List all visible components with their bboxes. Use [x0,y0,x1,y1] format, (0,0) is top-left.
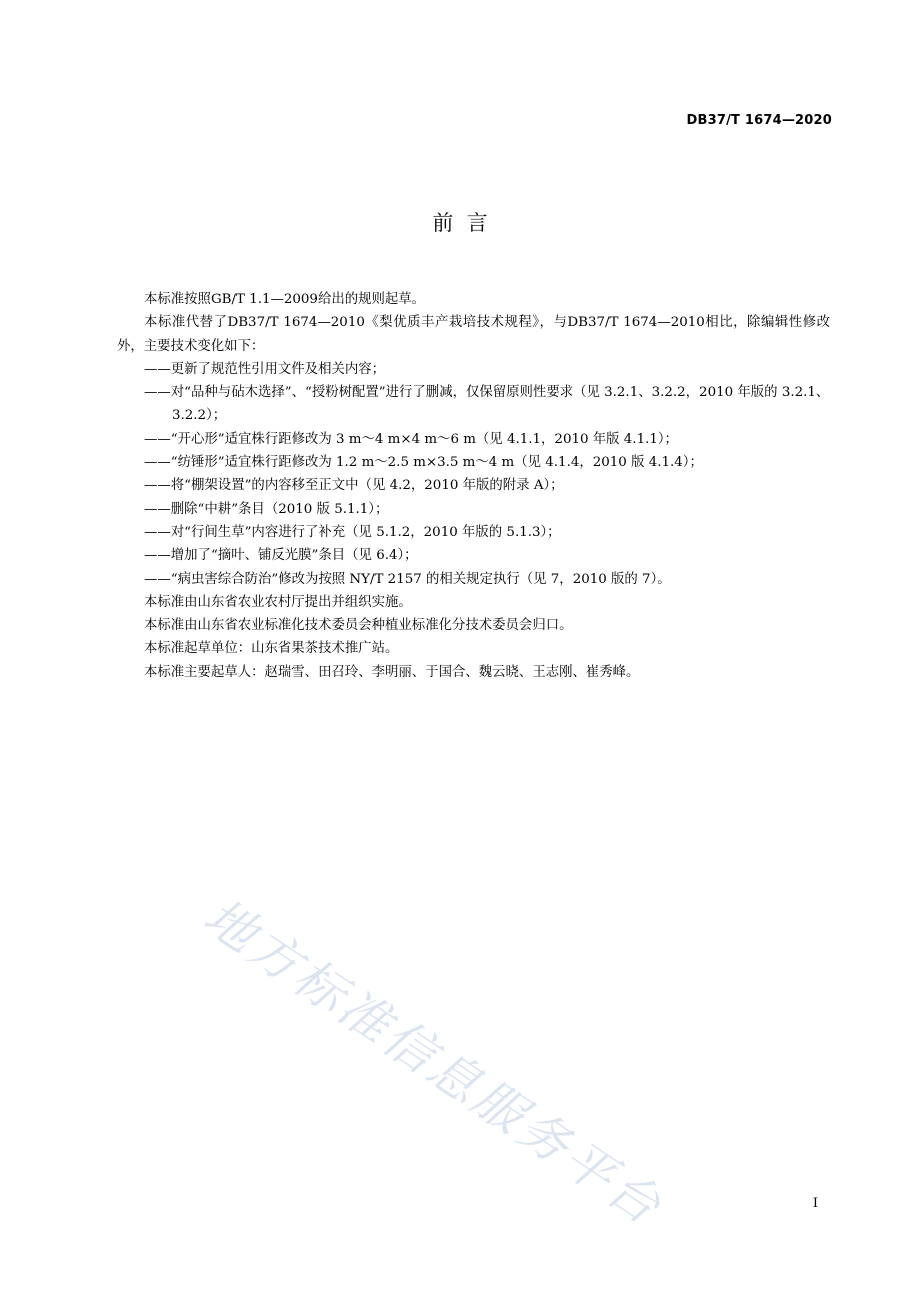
paragraph-committee: 本标准由山东省农业标准化技术委员会种植业标准化分技术委员会归口。 [144,618,573,634]
document-code: DB37/T 1674—2020 [686,113,832,128]
change-item: ——增加了“摘叶、铺反光膜”条目（见 6.4）； [144,548,418,564]
change-item: ——对“品种与砧木选择”、“授粉树配置”进行了删减，仅保留原则性要求（见 3.2.1、3.2.2，2010 年版的 3.2.1、3.2.2）； [144,385,830,424]
page-title: 前 言 [432,211,488,235]
change-item: ——“纺锤形”适宜株行距修改为 1.2 m～2.5 m×3.5 m～4 m（见 4.1.4，2010 版 4.1.4）； [144,455,703,471]
paragraph-proposer: 本标准由山东省农业农村厅提出并组织实施。 [144,594,412,610]
paragraph-drafters: 本标准主要起草人：赵瑞雪、田召玲、李明丽、于国合、魏云晓、王志刚、崔秀峰。 [144,664,640,680]
paragraph-drafting-rules: 本标准按照GB/T 1.1—2009给出的规则起草。 [144,292,426,307]
change-item: ——删除“中耕”条目（2010 版 5.1.1）； [144,501,389,517]
watermark-text: 地方标准信息服务平台 [193,887,674,1238]
change-item: ——“开心形”适宜株行距修改为 3 m～4 m×4 m～6 m（见 4.1.1，2010 年版 4.1.1）； [144,431,678,447]
change-item: ——“病虫害综合防治”修改为按照 NY/T 2157 的相关规定执行（见 7，2010 版的 7）。 [144,571,671,587]
paragraph-drafting-unit: 本标准起草单位：山东省果茶技术推广站。 [144,641,399,657]
paragraph-replacement: 本标准代替了DB37/T 1674—2010《梨优质丰产栽培技术规程》，与DB37/T 1674—2010相比，除编辑性修改外，主要技术变化如下： [117,315,830,354]
change-item: ——更新了规范性引用文件及相关内容； [144,361,386,377]
change-item: ——将“棚架设置”的内容移至正文中（见 4.2，2010 年版的附录 A）； [144,478,564,494]
change-item: ——对“行间生草”内容进行了补充（见 5.1.2，2010 年版的 5.1.3）； [144,524,561,540]
document-body [117,288,830,684]
page-number: I [812,1196,818,1211]
